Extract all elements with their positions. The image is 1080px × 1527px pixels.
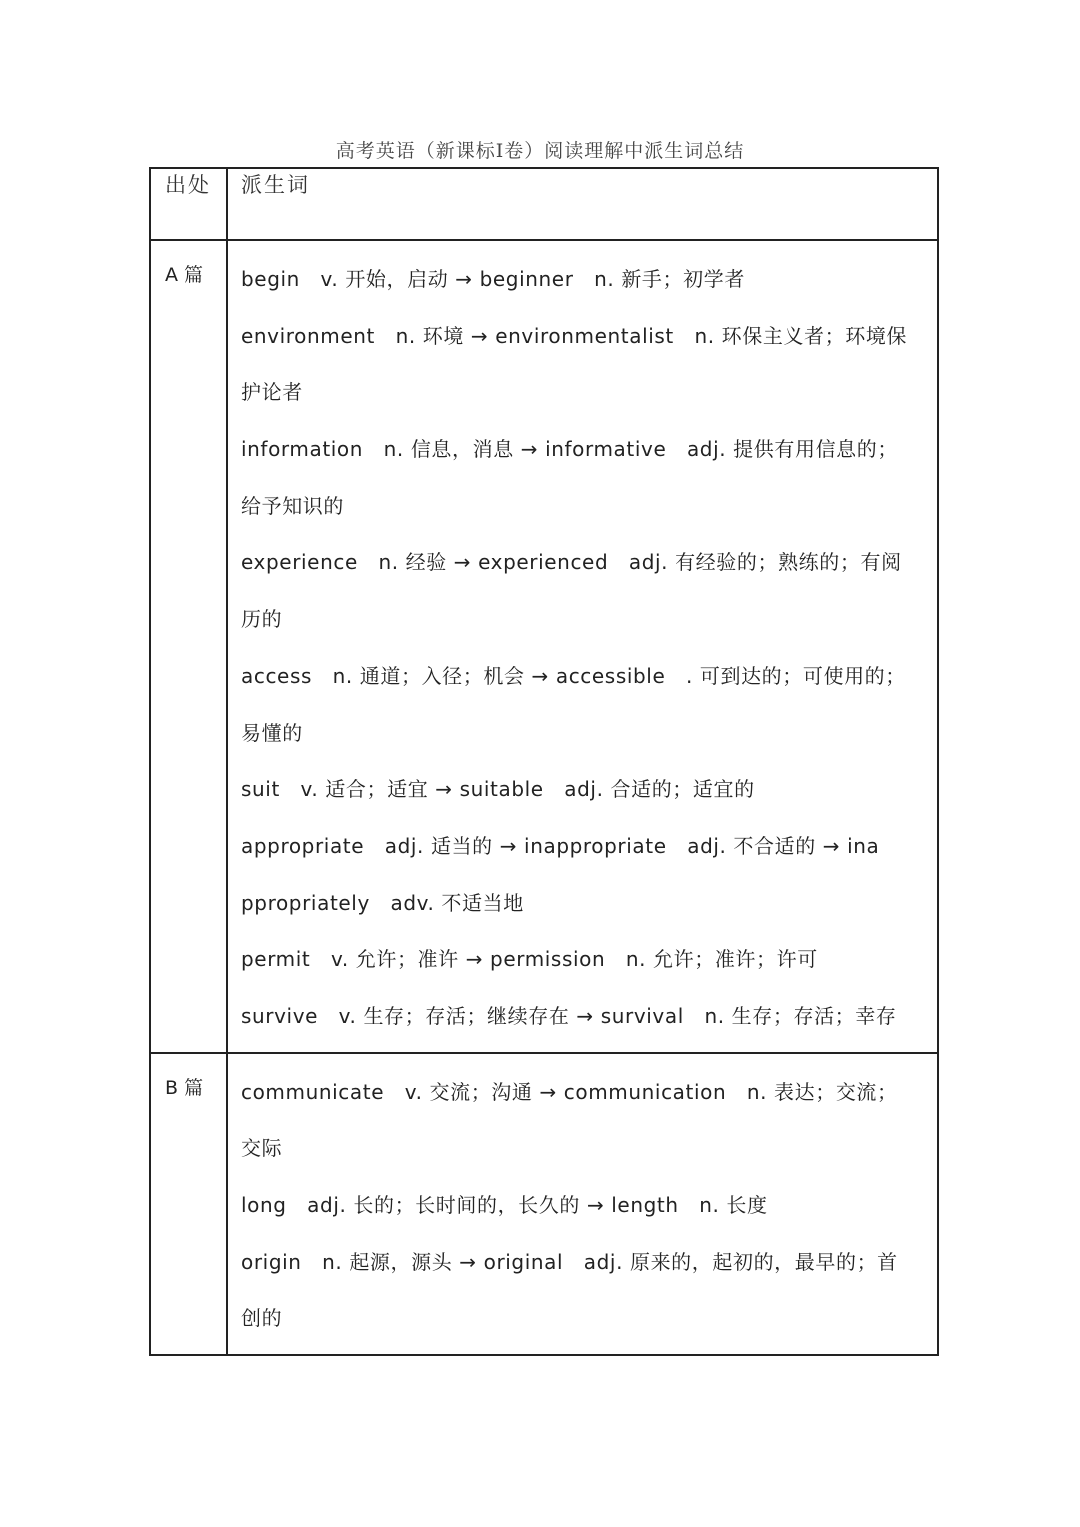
entry-line: access n. 通道；入径；机会 → accessible . 可到达的；可使用的； (241, 663, 906, 688)
entry-line: communicate v. 交流；沟通 → communication n. 表达；交流； (241, 1079, 898, 1104)
entry-line: long adj. 长的；长时间的，长久的 → length n. 长度 (241, 1193, 768, 1217)
entry-line: appropriate adj. 适当的 → inappropriate adj. 不合适的 → ina (241, 833, 880, 858)
entry-line: 历的 (241, 607, 283, 632)
header-source: 出处 (150, 168, 227, 240)
table-row (150, 240, 938, 1053)
section-b-derivatives (227, 1053, 938, 1355)
section-a-derivatives (227, 240, 938, 1053)
entry-line: 易懂的 (241, 720, 303, 745)
table-header-row (150, 168, 938, 240)
entry-line: origin n. 起源，源头 → original adj. 原来的，起初的，最早的；首 (241, 1249, 898, 1274)
table-row (150, 1053, 938, 1355)
entry-line: 交际 (241, 1136, 283, 1161)
header-derivatives: 派生词 (227, 168, 938, 240)
document-title: 高考英语（新课标Ⅰ卷）阅读理解中派生词总结 (335, 140, 745, 162)
derivatives-table (149, 167, 939, 1356)
entry-line: experience n. 经验 → experienced adj. 有经验的；熟练的；有阅 (241, 550, 902, 575)
entry-line: 护论者 (241, 380, 303, 405)
entry-line: environment n. 环境 → environmentalist n. 环保主义者；环境保 (241, 323, 908, 348)
entry-line: survive v. 生存；存活；继续存在 → survival n. 生存；存活；幸存 (241, 1003, 897, 1028)
entry-line: begin v. 开始，启动 → beginner n. 新手；初学者 (241, 267, 745, 291)
entry-line: 创的 (241, 1306, 283, 1331)
section-a-source: A 篇 (150, 240, 227, 1053)
entry-line: ppropriately adv. 不适当地 (241, 890, 524, 915)
entry-line: permit v. 允许；准许 → permission n. 允许；准许；许可 (241, 947, 818, 972)
section-b-source: B 篇 (150, 1053, 227, 1355)
entry-line: 给予知识的 (241, 493, 344, 518)
entry-line: information n. 信息，消息 → informative adj. 提供有用信息的； (241, 437, 898, 462)
entry-line: suit v. 适合；适宜 → suitable adj. 合适的；适宜的 (241, 777, 755, 802)
